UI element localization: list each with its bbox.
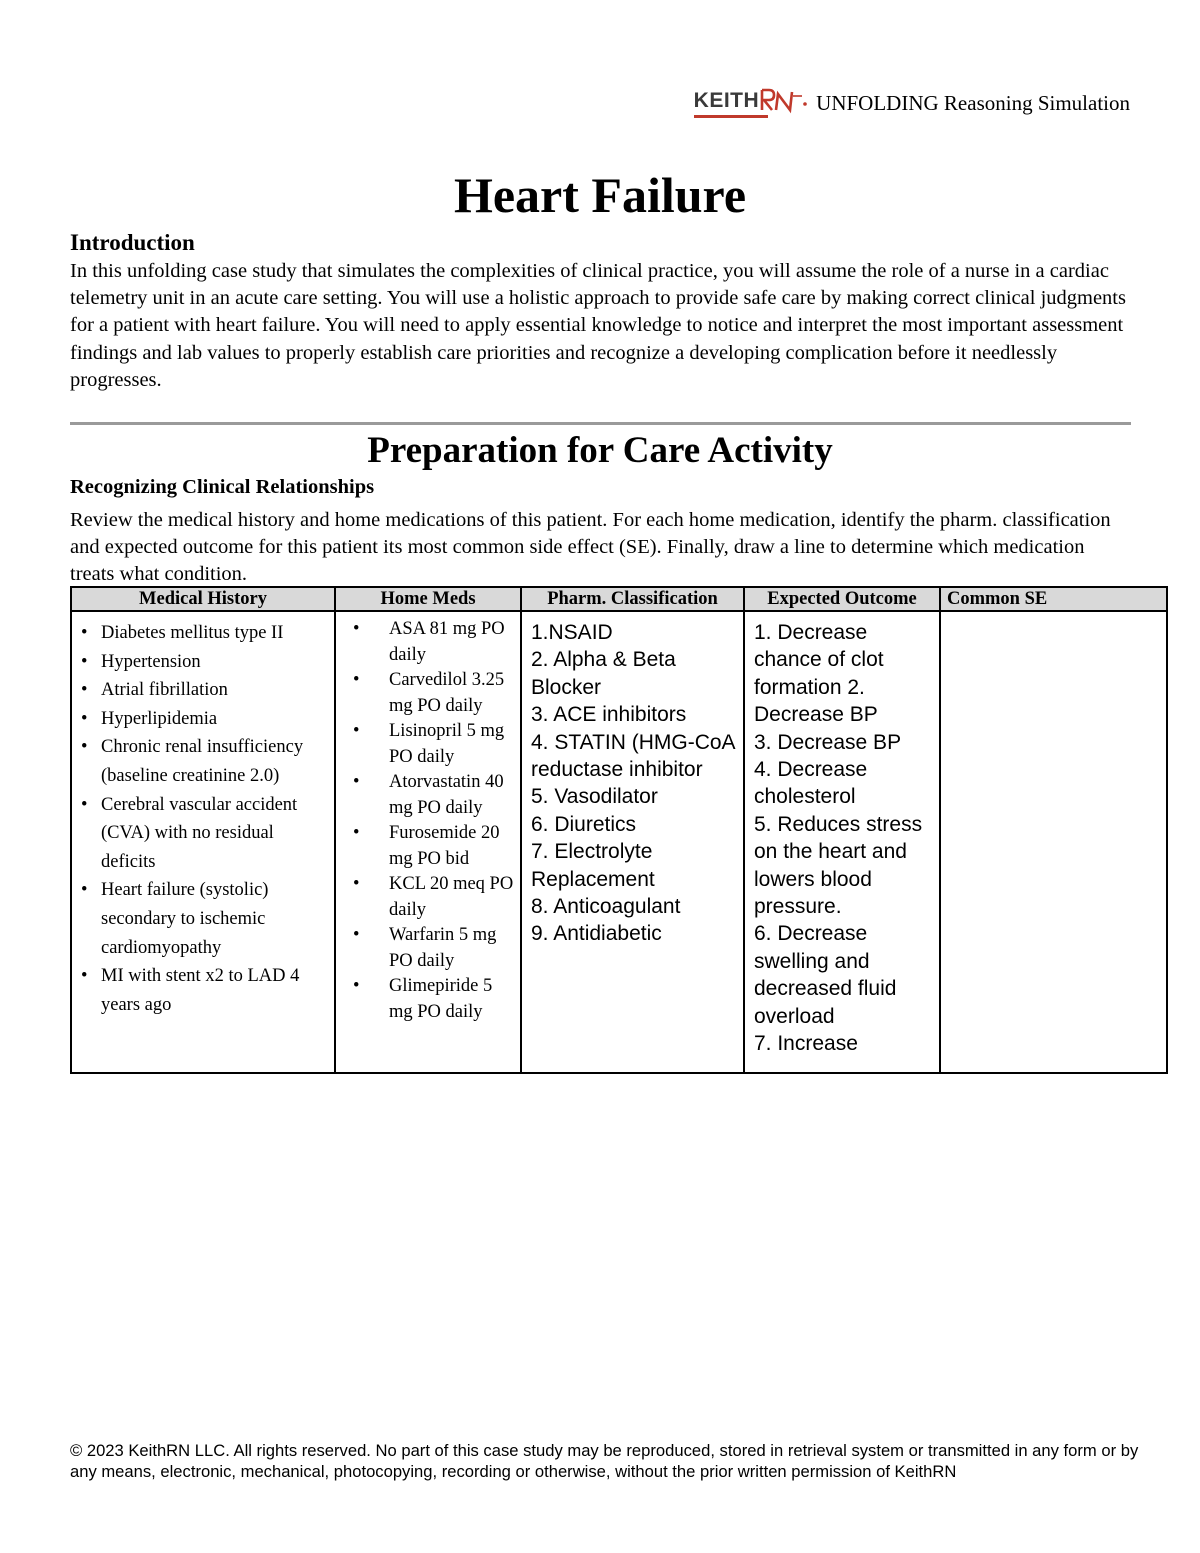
list-item: • Hyperlipidemia xyxy=(79,705,329,734)
header-expected-outcome: Expected Outcome xyxy=(744,587,940,611)
list-item: • Carvedilol 3.25 mg PO daily xyxy=(347,668,515,719)
logo-underline xyxy=(694,115,768,118)
list-item: • Atorvastatin 40 mg PO daily xyxy=(347,770,515,821)
pharm-classification-text[interactable] xyxy=(523,613,742,948)
header-medical-history: Medical History xyxy=(71,587,335,611)
list-item: • MI with stent x2 to LAD 4 years ago xyxy=(79,962,329,1019)
list-item: 9. Antidiabetic xyxy=(531,922,662,946)
home-meds-list xyxy=(337,613,519,1025)
keithrn-logo xyxy=(694,86,811,116)
table-row xyxy=(71,611,1167,1073)
header-subtitle: UNFOLDING Reasoning Simulation xyxy=(816,91,1130,115)
pharm-classification-cell[interactable] xyxy=(521,611,744,1073)
page-title: Heart Failure xyxy=(453,167,747,223)
medical-history-list xyxy=(73,613,333,1019)
medical-history-cell xyxy=(71,611,335,1073)
table-header-row xyxy=(71,587,1167,611)
preparation-instructions: Review the medical history and home medications of this patient. For each home medication, identify the pharm. classification and expected outcome for this patient its most common side effect (SE). Finally, draw a line to determine which medication treats what condition. xyxy=(70,509,1111,585)
home-meds-cell xyxy=(335,611,521,1073)
preparation-title: Preparation for Care Activity xyxy=(367,430,833,471)
list-item: 3. ACE inhibitors xyxy=(531,703,687,727)
page-header xyxy=(694,76,1130,116)
section-divider xyxy=(70,422,1131,425)
list-item: 2. Alpha & Beta Blocker xyxy=(531,648,676,699)
common-se-cell[interactable] xyxy=(940,611,1167,1073)
list-item: • Hypertension xyxy=(79,648,329,677)
list-item: 1.NSAID xyxy=(531,621,613,644)
list-item: • Diabetes mellitus type II xyxy=(79,619,329,648)
list-item: 5. Vasodilator xyxy=(531,785,658,809)
header-home-meds: Home Meds xyxy=(335,587,521,611)
rn-logo-icon xyxy=(760,86,810,116)
introduction-heading: Introduction xyxy=(70,230,195,255)
common-se-text[interactable] xyxy=(942,613,1165,619)
list-item: • Warfarin 5 mg PO daily xyxy=(347,923,515,974)
header-pharm-classification: Pharm. Classification xyxy=(521,587,744,611)
preparation-subheading: Recognizing Clinical Relationships xyxy=(70,476,375,498)
list-item: • Lisinopril 5 mg PO daily xyxy=(347,719,515,770)
list-item: 4. STATIN (HMG-CoA reductase inhibitor xyxy=(531,730,735,782)
logo-text: KEITH xyxy=(693,89,760,112)
list-item: 7. Electrolyte Replacement xyxy=(531,840,655,891)
header-common-se: Common SE xyxy=(940,587,1167,611)
list-item: 6. Diuretics xyxy=(531,812,637,836)
list-item: • Cerebral vascular accident (CVA) with no residual deficits xyxy=(79,791,329,877)
list-item: • ASA 81 mg PO daily xyxy=(347,617,515,668)
list-item: 8. Anticoagulant xyxy=(531,895,681,919)
list-item: • Furosemide 20 mg PO bid xyxy=(347,821,515,872)
copyright-footer: © 2023 KeithRN LLC. All rights reserved. No part of this case study may be reproduced, stored in retrieval system or transmitted in any form or by any means, electronic, mechanical, photocopying, recording or otherwise, without the prior written permission of KeithRN xyxy=(70,1441,1139,1481)
expected-outcome-cell[interactable] xyxy=(744,611,940,1073)
list-item: • Chronic renal insufficiency (baseline creatinine 2.0) xyxy=(79,733,329,790)
list-item: • Heart failure (systolic) secondary to ischemic cardiomyopathy xyxy=(79,876,329,962)
list-item: • Atrial fibrillation xyxy=(79,676,329,705)
expected-outcome-text[interactable]: 1. Decrease chance of clot formation 2. Decrease BP 3. Decrease BP 4. Decrease cholesterol 5. Reduces stress on the heart and lowers blood pressure. 6. Decrease swelling and decreased fluid overload 7. Increase xyxy=(754,621,923,1056)
clinical-relationships-table xyxy=(70,586,1168,1074)
list-item: • Glimepiride 5 mg PO daily xyxy=(347,974,515,1025)
list-item: • KCL 20 meq PO daily xyxy=(347,872,515,923)
introduction-text: In this unfolding case study that simulates the complexities of clinical practice, you will assume the role of a nurse in a cardiac telemetry unit in an acute care setting. You will use a holistic approach to provide safe care by making correct clinical judgments for a patient with heart failure. You will need to apply essential knowledge to notice and interpret the most important assessment findings and lab values to properly establish care priorities and recognize a developing complication before it needlessly progresses. xyxy=(70,260,1126,391)
